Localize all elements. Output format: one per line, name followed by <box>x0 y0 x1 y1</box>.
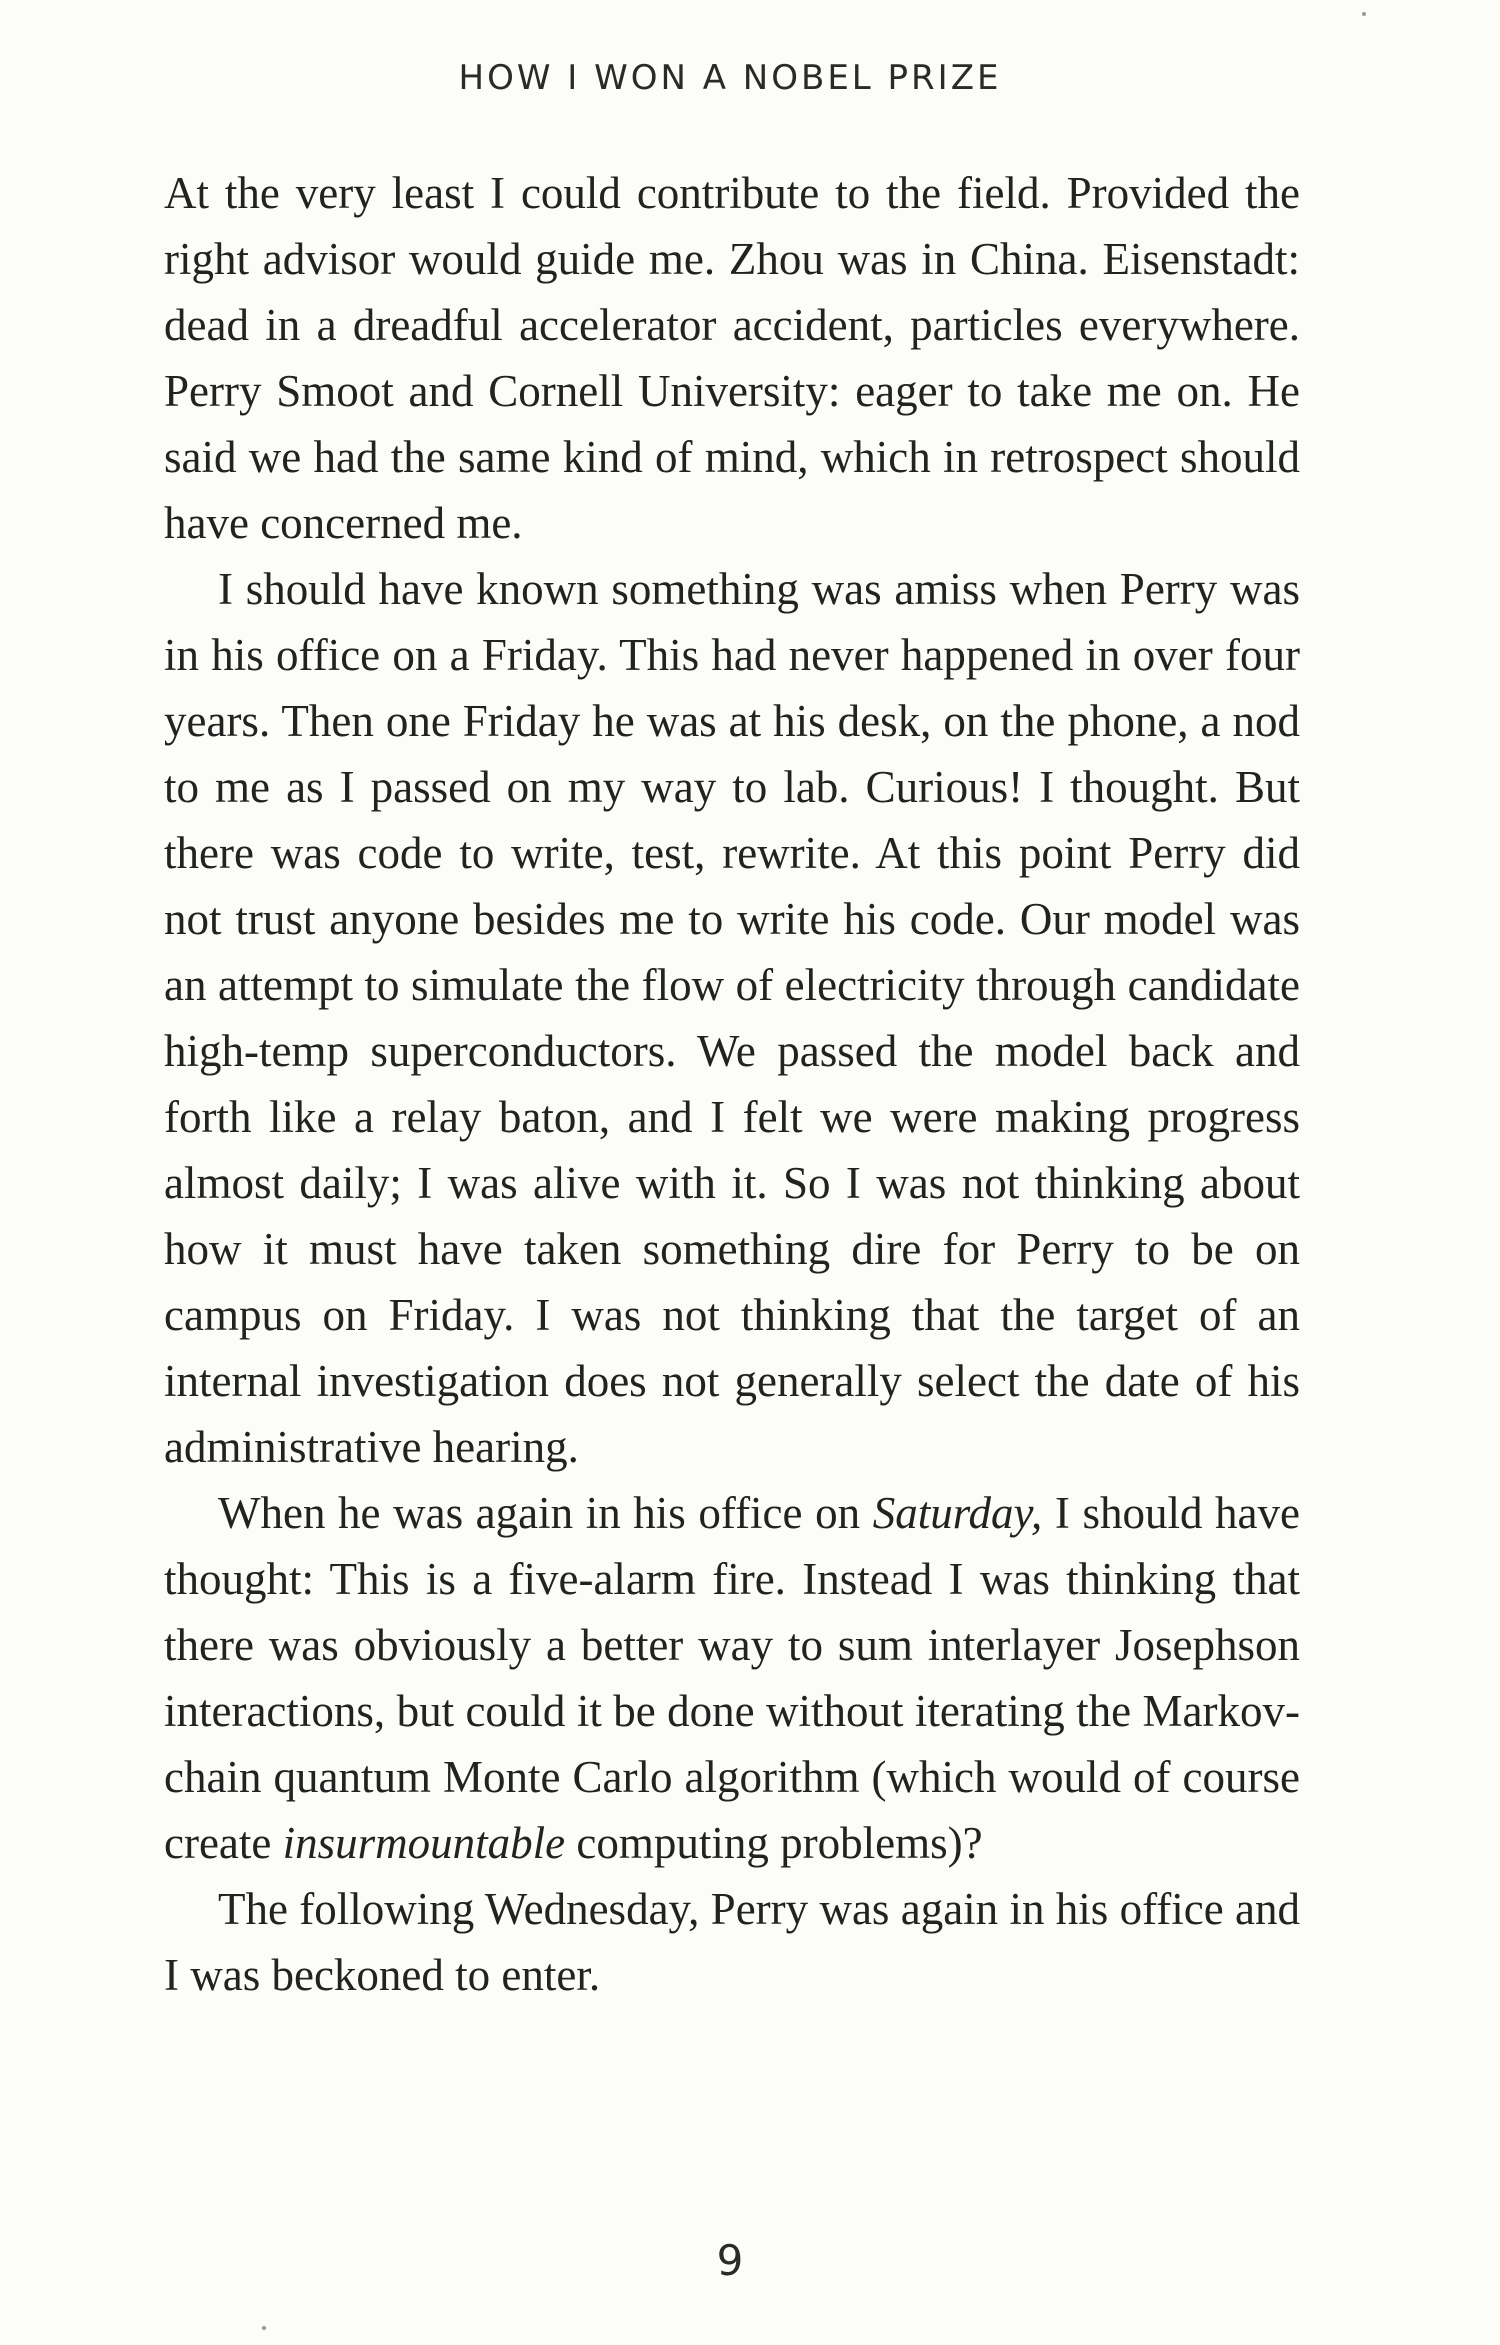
text-segment: computing problems)? <box>565 1818 983 1868</box>
paragraph <box>164 1876 1300 2008</box>
body-text <box>164 160 1300 2008</box>
paragraph <box>164 1480 1300 1876</box>
text-segment: I should have known something was amiss when Perry was in his office on a Friday. This had never happened in over four years. Then one Friday he was at his desk, on the phone, a nod to me as I passed on my way to lab. Curious! I thought. But there was code to write, test, rewrite. At this point Perry did not trust anyone besides me to write his code. Our model was an attempt to simulate the flow of electricity through candidate high-temp superconductors. We passed the model back and forth like a relay baton, and I felt we were making progress almost daily; I was alive with it. So I was not thinking about how it must have taken something dire for Perry to be on campus on Friday. I was not thinking that the target of an internal investigation does not generally select the date of his administrative hearing. <box>164 564 1300 1472</box>
paragraph <box>164 556 1300 1480</box>
running-head: HOW I WON A NOBEL PRIZE <box>458 58 1002 98</box>
scan-speck <box>1362 12 1366 16</box>
scan-speck <box>262 2326 266 2330</box>
text-segment: I should have thought: This is a five-alarm fire. Instead I was thinking that there was obviously a better way to sum interlayer Josephson interactions, but could it be done without iterating the Markov-chain quantum Monte Carlo algorithm (which would of course create <box>164 1488 1300 1868</box>
text-segment: When he was again in his office on <box>218 1488 873 1538</box>
text-segment: The following Wednesday, Perry was again in his office and I was beckoned to enter. <box>164 1884 1300 2000</box>
page-number: 9 <box>716 2236 744 2285</box>
italic-text: insurmountable <box>282 1818 566 1868</box>
paragraph <box>164 160 1300 556</box>
text-segment: At the very least I could contribute to the field. Provided the right advisor would guide me. Zhou was in China. Eisenstadt: dead in a dreadful accelerator accident, particles everywhere. Perry Smoot and Cornell University: eager to take me on. He said we had the same kind of mind, which in retrospect should have concerned me. <box>164 168 1300 548</box>
italic-text: Saturday, <box>872 1488 1043 1538</box>
